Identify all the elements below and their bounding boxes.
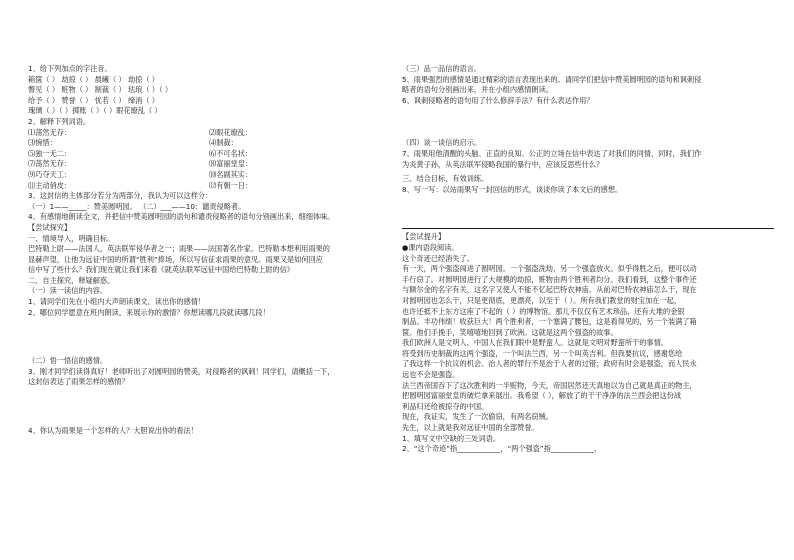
text-line: 为炎黄子孙，从英法联军侵略我国的暴行中，应该反思些什么？ <box>402 159 604 169</box>
text-line: 2、解释下列词语。 <box>28 116 91 126</box>
text-line: 2、“这个奇迹”指____________，“两个强盗”指____________、 <box>402 444 602 454</box>
text-line: 法兰西帝国吞下了这次胜利的一半赃物，今天，帝国居然还天真地以为自己就是真正的物主， <box>402 380 697 390</box>
left-mid-lines <box>28 191 384 318</box>
divider-line <box>402 228 774 229</box>
vocab-item: ⑷制裁： <box>209 138 238 148</box>
text-line: 我们欧洲人是文明人，中国人在我们眼中是野蛮人。这就是文明对野蛮所干的事情。 <box>402 338 668 348</box>
text-line: 信中写了些什么？我们现在就让我们来看《就英法联军远征中国给巴特勒上尉的信》 <box>28 265 294 275</box>
text-line: 3、这封信的主体部分若分为两部分，我认为可以这样分： <box>28 191 213 201</box>
text-line: 略者的语句分别画出来，并在小组内感情朗读。 <box>402 85 553 95</box>
text-line: 1、填写文中空缺的三处词语。 <box>402 433 501 443</box>
text-line: ●课内语段阅读。 <box>402 242 459 252</box>
text-line: 6、讽刺侵略者的语句用了什么修辞手法？有什么表达作用？ <box>402 95 594 105</box>
text-line: 手行窃了。对圆明园进行了大规模的劫掠，赃物由两个胜利者均分。我们看到，这整个事件还 <box>402 274 697 284</box>
text-line: （三）品一品信的语言。 <box>402 64 482 73</box>
text-line: 先生，以上就是我对远征中国的全部赞誉。 <box>402 423 539 433</box>
right-section-a <box>402 64 774 106</box>
text-line: 1、给下列加点的字注音。 <box>28 64 112 73</box>
text-line: 了我这样一个抗议的机会。治人者的罪行不是治于人者的过错；政府有时会是强盗，而人民永 <box>402 359 697 369</box>
text-line: 【尝试探究】 <box>28 222 72 232</box>
text-line: 一、情境导入，明确目标。 <box>28 233 115 243</box>
text-line: （一）1——_____：赞美圆明园。 （二）___——10：谴责侵略者。 <box>28 201 246 211</box>
section-2-title: （二）悟一悟信的感情。 <box>28 356 108 366</box>
vocab-grid <box>28 128 384 192</box>
text-line: 与额尔金的名字有关，这名字又使人不能不忆起巴特农神庙。从前对巴特农神庙怎么干，现在 <box>402 285 697 295</box>
vocab-item: ⑽名副其实： <box>209 169 253 179</box>
text-line: 将受到历史制裁的这两个强盗，一个叫法兰西，另一个叫英吉利。但我要抗议，感谢您给 <box>402 348 683 358</box>
text-line: 对圆明园也怎么干，只是更彻底，更漂亮，以至于（ ）。所有我们教堂的财宝加在一起， <box>402 295 682 305</box>
text-line: 4、有感情地朗读全文，并把信中赞美圆明园的语句和谴责侵略者的语句分别画出来，细细体味。 <box>28 212 335 222</box>
right-section-c <box>402 174 774 195</box>
text-line: 这个奇迹已经消失了。 <box>402 253 474 263</box>
text-line: 这封信表达了雨果怎样的感情？ <box>28 377 129 387</box>
text-line: 显赫声望，让他为远征中国的所谓“胜利”捧场，所以写信征求雨果的意见。雨果又是如何回应 <box>28 254 323 264</box>
text-line: （一）读一读信的内容。 <box>28 286 108 296</box>
text-line: 三、结合目标，有效训练。 <box>402 174 489 184</box>
right-section-d <box>402 232 774 454</box>
text-line: 利品归还给被掠夺的中国。 <box>402 401 489 411</box>
vocab-item: ⑵眼花缭乱： <box>209 127 253 137</box>
question-4: 4、你认为雨果是一个怎样的人？大胆说出你的看法！ <box>28 426 198 436</box>
left-top-lines <box>28 64 384 128</box>
text-line: 巴特勒上尉——法国人，英法联军侵华者之一；雨果——法国著名作家。巴特勒本想利用雨果的 <box>28 244 330 254</box>
vocab-item: ⑴荡然无存： <box>28 127 72 137</box>
text-line: 有一天，两个强盗闯进了圆明园。一个强盗洗劫，另一个强盗放火。似乎得胜之后，便可以动 <box>402 264 697 274</box>
vocab-item: ⑶惋惜： <box>28 138 57 148</box>
vocab-item: ⑺荡然无存： <box>28 159 72 169</box>
vocab-item: ⑹不可名状： <box>209 148 253 158</box>
text-line: 箧。他们手挽手，笑嘻嘻地回到了欧洲。这就是这两个强盗的故事。 <box>402 327 618 337</box>
text-line: 现在，我证实，发生了一次偷窃，有两名窃贼。 <box>402 412 553 422</box>
text-line: 瞥见（ ） 赃物（ ） 制裁（ ） 珐琅（ ）（ ） <box>28 85 173 95</box>
text-line: 7、雨果用他清醒的头脑、正直的良知、公正的立场在信中表达了对我们的同情，同时，我们作 <box>402 148 702 158</box>
text-line: 制品。丰功伟绩！收获巨大！两个胜利者，一个塞满了腰包，这是看得见的，另一个装满了箱 <box>402 317 697 327</box>
text-line: 远也不会是强盗。 <box>402 370 460 380</box>
right-column <box>402 64 774 455</box>
left-column <box>28 64 384 437</box>
vocab-item: ⑿有朝一日： <box>209 180 253 190</box>
text-line: 箱箧（ ） 劫掠（ ） 晨曦（ ） 劫掠（ ） <box>28 74 159 84</box>
section-2-lines <box>28 367 384 388</box>
vocab-item: ⑸独一无二： <box>28 148 72 158</box>
vocab-item: ⑼巧夺天工： <box>28 169 72 179</box>
text-line: 也许还抵不上东方这座了不起的（ ）的博物馆。那儿不仅仅有艺术珍品，还有大堆的金银 <box>402 306 685 316</box>
text-line: 给予（ ） 赞誉（ ） 忧若（ ） 缔消（ ） <box>28 95 159 105</box>
text-line: 2、哪位同学愿意在班内朗读，来展示你的激情？你想读哪几段就读哪几段！ <box>28 307 270 317</box>
text-line: （四）谈一谈信的启示。 <box>402 138 482 148</box>
text-line: 把圆明园富丽堂皇的破烂拿来展出。我希望（ ），解放了的干干净净的法兰西会把这份战 <box>402 391 682 401</box>
text-line: 二、自主探究，释疑解惑。 <box>28 275 115 285</box>
right-section-b <box>402 138 774 170</box>
text-line: 5、雨果强烈的感情是通过精彩的语言表现出来的。请同学们把信中赞美圆明园的语句和讽刺侵 <box>402 74 702 84</box>
text-line: 1、请同学们先在小组内大声朗读课文，读出你的感情！ <box>28 297 206 307</box>
text-line: 8、写一写：以站雨果写一封回信的形式，谈谈你读了本文后的感想。 <box>402 184 623 194</box>
text-line: 瑰璃（ ）（ ）掷账（ ）（ ）眼花缭乱（ ） <box>28 106 162 116</box>
vocab-item: ⑻富丽堂皇： <box>209 159 253 169</box>
text-line: 【尝试提升】 <box>402 232 446 242</box>
vocab-item: ⑾主动俏皮： <box>28 180 72 190</box>
text-line: 3、刚才同学们读得真好！老师听出了对圆明园的赞美，对侵略者的讽刺！同学们，请概括一下， <box>28 366 335 376</box>
